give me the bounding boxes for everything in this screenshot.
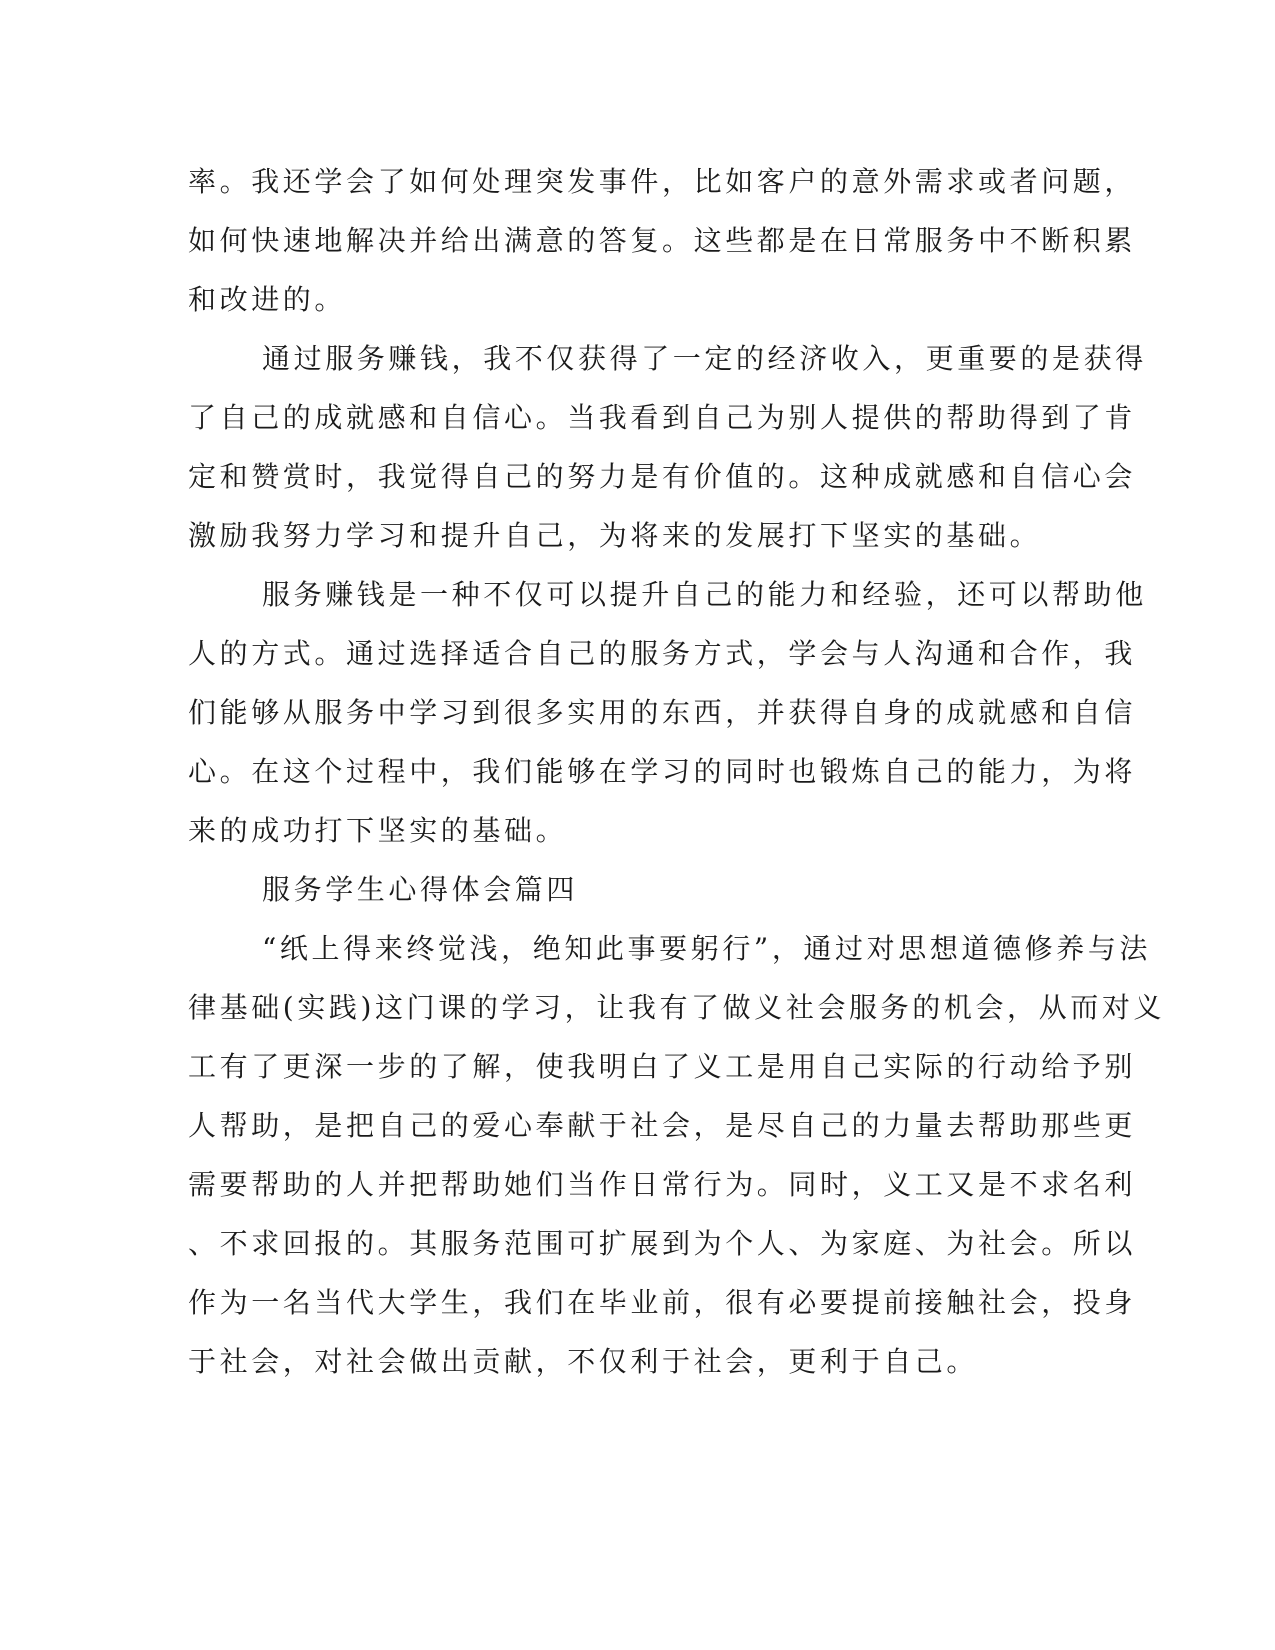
paragraph-start-line: 通过服务赚钱，我不仅获得了一定的经济收入，更重要的是获得 — [262, 342, 1147, 375]
text-line: 需要帮助的人并把帮助她们当作日常行为。同时，义工又是不求名利 — [188, 1168, 1137, 1201]
text-line: 于社会，对社会做出贡献，不仅利于社会，更利于自己。 — [188, 1345, 979, 1378]
text-line: 心。在这个过程中，我们能够在学习的同时也锻炼自己的能力，为将 — [188, 755, 1137, 788]
paragraph-start-line: 服务赚钱是一种不仅可以提升自己的能力和经验，还可以帮助他 — [262, 578, 1147, 611]
text-line: 如何快速地解决并给出满意的答复。这些都是在日常服务中不断积累 — [188, 224, 1137, 257]
text-line: 作为一名当代大学生，我们在毕业前，很有必要提前接触社会，投身 — [188, 1286, 1137, 1319]
text-line: 率。我还学会了如何处理突发事件，比如客户的意外需求或者问题， — [188, 165, 1137, 198]
paragraph-start-line: “纸上得来终觉浅，绝知此事要躬行”，通过对思想道德修养与法 — [262, 932, 1152, 965]
text-line: 人的方式。通过选择适合自己的服务方式，学会与人沟通和合作，我 — [188, 637, 1137, 670]
text-line: 定和赞赏时，我觉得自己的努力是有价值的。这种成就感和自信心会 — [188, 460, 1137, 493]
text-line: 人帮助，是把自己的爱心奉献于社会，是尽自己的力量去帮助那些更 — [188, 1109, 1137, 1142]
text-line: 和改进的。 — [188, 283, 347, 316]
text-line: 工有了更深一步的了解，使我明白了义工是用自己实际的行动给予别 — [188, 1050, 1137, 1083]
text-line: 们能够从服务中学习到很多实用的东西，并获得自身的成就感和自信 — [188, 696, 1137, 729]
text-line: 了自己的成就感和自信心。当我看到自己为别人提供的帮助得到了肯 — [188, 401, 1137, 434]
text-line: 激励我努力学习和提升自己，为将来的发展打下坚实的基础。 — [188, 519, 1042, 552]
text-line: 来的成功打下坚实的基础。 — [188, 814, 568, 847]
text-line: 、不求回报的。其服务范围可扩展到为个人、为家庭、为社会。所以 — [188, 1227, 1137, 1260]
section-heading: 服务学生心得体会篇四 — [262, 873, 579, 906]
text-line: 律基础(实践)这门课的学习，让我有了做义社会服务的机会，从而对义 — [188, 991, 1166, 1024]
